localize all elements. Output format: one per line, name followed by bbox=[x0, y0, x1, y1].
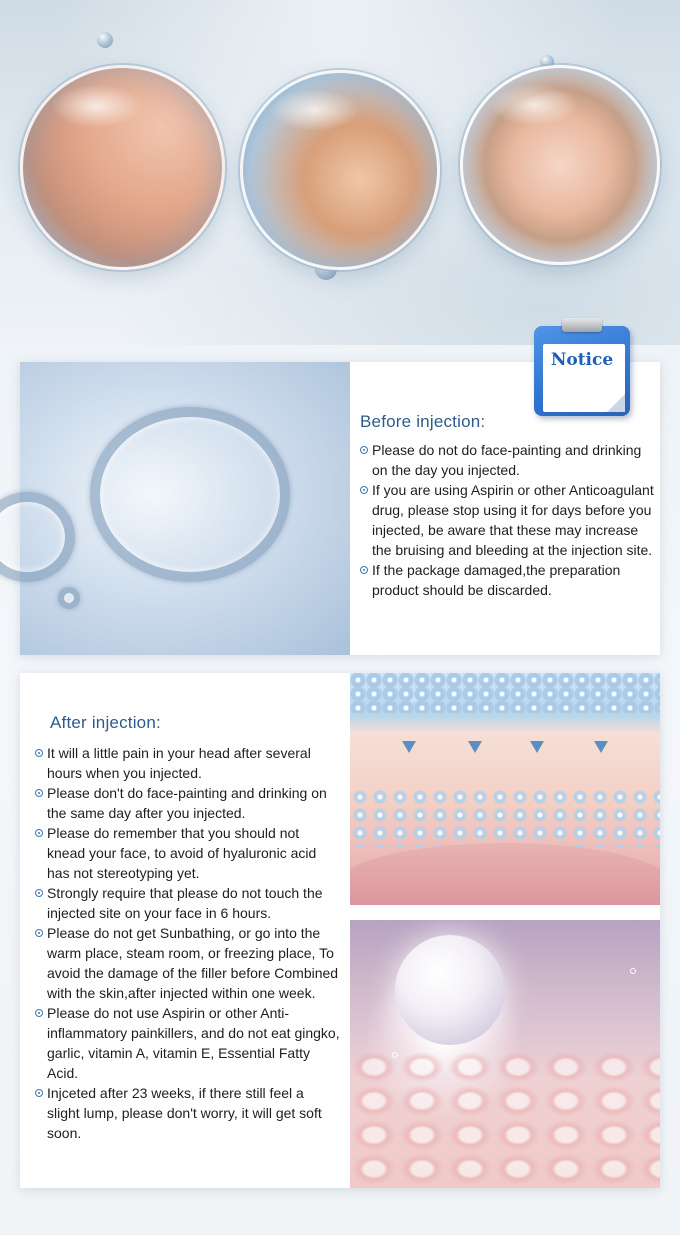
skin-layer-illustration bbox=[350, 673, 660, 905]
surface-molecules bbox=[350, 673, 660, 713]
bullet-icon bbox=[35, 749, 43, 757]
water-drop bbox=[97, 32, 113, 48]
bullet-icon bbox=[360, 566, 368, 574]
bullet-icon bbox=[35, 929, 43, 937]
before-injection-list bbox=[360, 440, 655, 600]
bullet-icon bbox=[35, 1089, 43, 1097]
skin-cells bbox=[350, 1050, 660, 1188]
notice-clipboard-icon bbox=[532, 318, 637, 418]
list-item-text: It will a little pain in your head after several hours when you injected. bbox=[47, 745, 311, 781]
clipboard-clip bbox=[562, 318, 602, 332]
before-injection-title: Before injection: bbox=[360, 412, 486, 431]
microneedle-roller-image bbox=[20, 65, 225, 270]
gel-sphere-illustration bbox=[350, 920, 660, 1188]
hyaluronic-ring-image bbox=[20, 362, 350, 655]
after-injection-list bbox=[35, 743, 340, 1143]
list-item bbox=[35, 923, 340, 1003]
tissue-wave bbox=[350, 843, 660, 905]
list-item bbox=[360, 480, 655, 560]
down-arrow-icon bbox=[530, 741, 544, 753]
after-injection-text bbox=[35, 713, 340, 1143]
down-arrow-icon bbox=[468, 741, 482, 753]
water-ring bbox=[58, 587, 80, 609]
after-injection-card bbox=[20, 673, 660, 1188]
paper-fold bbox=[607, 394, 625, 412]
list-item-text: If you are using Aspirin or other Anticoagulant drug, please stop using it for days before you injected, be aware that these may increase the bruising and bleeding at the injection site. bbox=[372, 482, 654, 558]
bullet-icon bbox=[360, 486, 368, 494]
gel-sphere bbox=[395, 935, 505, 1045]
list-item bbox=[35, 783, 340, 823]
bullet-icon bbox=[360, 446, 368, 454]
list-item bbox=[35, 1003, 340, 1083]
list-item bbox=[360, 440, 655, 480]
list-item-text: Please don't do face-painting and drinking on the same day after you injected. bbox=[47, 785, 327, 821]
bullet-icon bbox=[35, 829, 43, 837]
water-ring bbox=[0, 492, 75, 582]
hero-banner bbox=[0, 0, 680, 345]
list-item-text: Strongly require that please do not touch the injected site on your face in 6 hours. bbox=[47, 885, 323, 921]
sparkle-icon bbox=[392, 1052, 398, 1058]
list-item-text: Please do not get Sunbathing, or go into the warm place, steam room, or freezing place, To avoid the damage of the filler before Combined with the skin,after injected within one week. bbox=[47, 925, 339, 1001]
smiling-woman-image bbox=[460, 65, 660, 265]
list-item bbox=[360, 560, 655, 600]
sparkle-icon bbox=[630, 968, 636, 974]
bullet-icon bbox=[35, 789, 43, 797]
bullet-icon bbox=[35, 889, 43, 897]
dermis-molecules bbox=[350, 788, 660, 848]
list-item bbox=[35, 883, 340, 923]
after-injection-title: After injection: bbox=[50, 713, 161, 732]
list-item-text: Injceted after 23 weeks, if there still feel a slight lump, please don't worry, it will get soft soon. bbox=[47, 1085, 322, 1141]
list-item bbox=[35, 743, 340, 783]
list-item-text: Please do not do face-painting and drinking on the day you injected. bbox=[372, 442, 642, 478]
list-item bbox=[35, 1083, 340, 1143]
injection-treatment-image bbox=[240, 70, 440, 270]
water-ring bbox=[90, 407, 290, 582]
notice-label: Notice bbox=[550, 350, 614, 370]
clipboard-board bbox=[534, 326, 630, 416]
list-item-text: If the package damaged,the preparation product should be discarded. bbox=[372, 562, 621, 598]
bullet-icon bbox=[35, 1009, 43, 1017]
before-injection-text bbox=[360, 412, 655, 600]
down-arrow-icon bbox=[594, 741, 608, 753]
list-item-text: Please do not use Aspirin or other Anti-inflammatory painkillers, and do not eat gingko, garlic, vitamin A, vitamin E, Essential Fatty Acid. bbox=[47, 1005, 340, 1081]
list-item bbox=[35, 823, 340, 883]
down-arrow-icon bbox=[402, 741, 416, 753]
list-item-text: Please do remember that you should not knead your face, to avoid of hyaluronic acid has not stereotyping yet. bbox=[47, 825, 317, 881]
